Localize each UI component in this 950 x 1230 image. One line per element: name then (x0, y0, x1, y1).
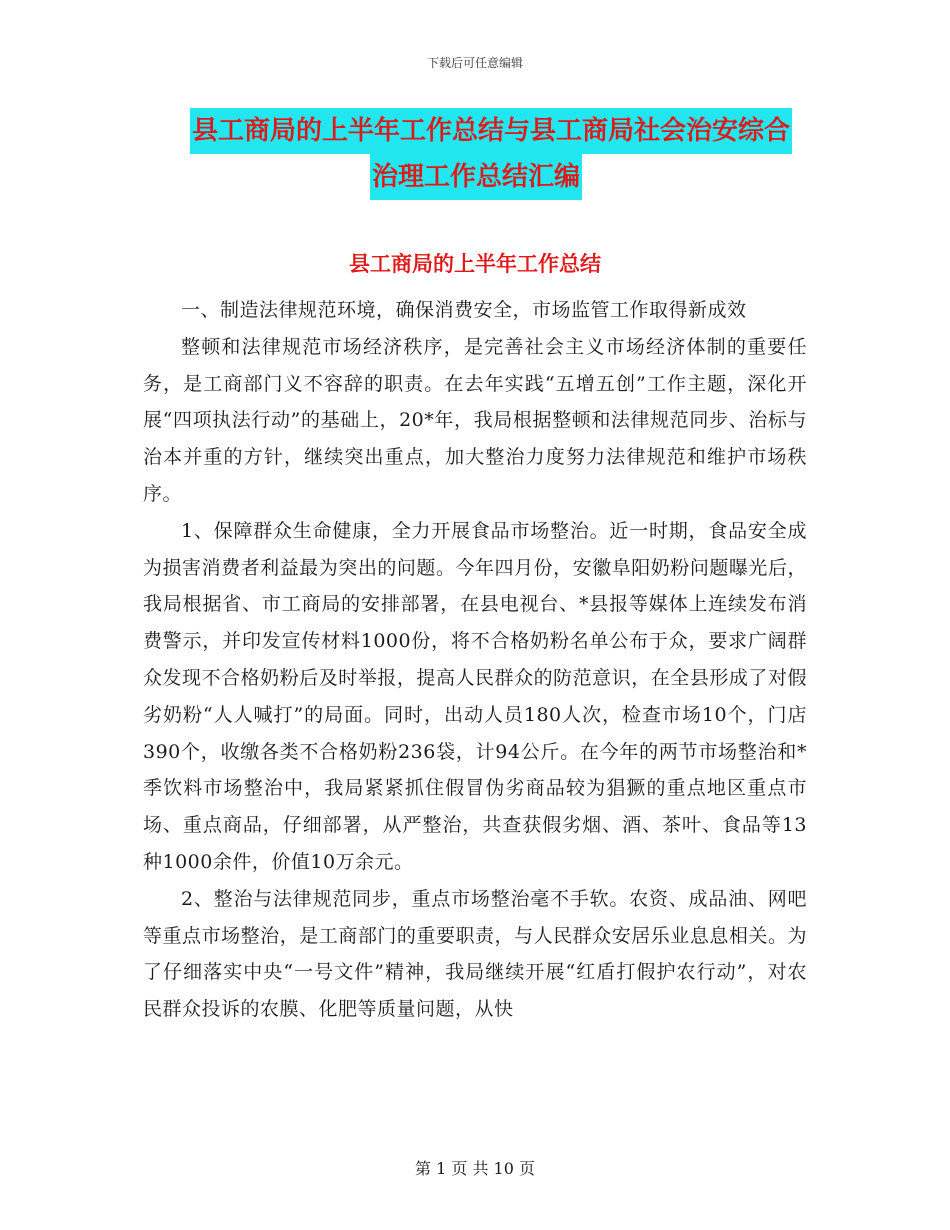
document-body (143, 292, 807, 1028)
paragraph: 整顿和法律规范市场经济秩序，是完善社会主义市场经济体制的重要任务，是工商部门义不容辞的职责。在去年实践“五增五创”工作主题，深化开展“四项执法行动”的基础上，20*年，我局根据整顿和法律规范同步、治标与治本并重的方针，继续突出重点，加大整治力度努力法律规范和维护市场秩序。 (143, 335, 807, 505)
header-note: 下载后可任意编辑 (426, 56, 523, 70)
main-title-line-1: 县工商局的上半年工作总结与县工商局社会治安综合 (190, 108, 792, 154)
main-title-line-2: 治理工作总结汇编 (370, 154, 582, 200)
page-footer: 第 1 页 共 10 页 (415, 1159, 535, 1178)
paragraph: 1、保障群众生命健康，全力开展食品市场整治。近一时期，食品安全成为损害消费者利益最为突出的问题。今年四月份，安徽阜阳奶粉问题曝光后，我局根据省、市工商局的安排部署，在县电视台、*县报等媒体上连续发布消费警示，并印发宣传材料1000份，将不合格奶粉名单公布于众，要求广阔群众发现不合格奶粉后及时举报，提高人民群众的防范意识，在全县形成了对假劣奶粉“人人喊打”的局面。同时，出动人员180人次，检查市场10个，门店390个，收缴各类不合格奶粉236袋，计94公斤。在今年的两节市场整治和*季饮料市场整治中，我局紧紧抓住假冒伪劣商品较为猖獗的重点地区重点市场、重点商品，仔细部署，从严整治，共查获假劣烟、酒、茶叶、食品等13种1000余件，价值10万余元。 (143, 519, 807, 873)
paragraph-heading-1: 一、制造法律规范环境，确保消费安全，市场监管工作取得新成效 (181, 299, 747, 321)
document-main-title (190, 108, 810, 200)
section-title: 县工商局的上半年工作总结 (349, 252, 601, 276)
paragraph: 2、整治与法律规范同步，重点市场整治毫不手软。农资、成品油、网吧等重点市场整治，是工商部门的重要职责，与人民群众安居乐业息息相关。为了仔细落实中央“一号文件”精神，我局继续开展“红盾打假护农行动”，对农民群众投诉的农膜、化肥等质量问题，从快 (143, 887, 807, 1021)
